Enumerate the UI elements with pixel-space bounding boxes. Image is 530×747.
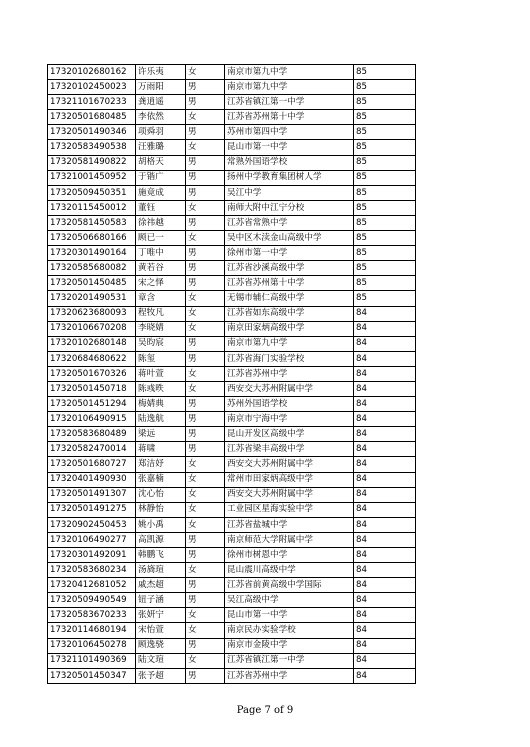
candidate-id-cell: 17320623680093: [48, 306, 136, 321]
score-cell: 85: [354, 231, 416, 246]
school-cell: 南师大附中江宁分校: [225, 200, 354, 215]
school-cell: 江苏省盐城中学: [225, 517, 354, 532]
score-cell: 84: [354, 517, 416, 532]
score-cell: 84: [354, 321, 416, 336]
table-row: [48, 517, 416, 532]
school-cell: 江苏省苏州第十中学: [225, 110, 354, 125]
candidate-id-cell: 17320102680162: [48, 65, 136, 80]
table-row: [48, 472, 416, 487]
table-row: [48, 246, 416, 261]
score-cell: 84: [354, 638, 416, 653]
candidate-id-cell: 17320106670208: [48, 321, 136, 336]
name-cell: 郑洁妤: [136, 457, 186, 472]
name-cell: 陈彧昳: [136, 381, 186, 396]
name-cell: 韩鹏飞: [136, 548, 186, 563]
gender-cell: 女: [186, 291, 225, 306]
candidate-id-cell: 17320201490531: [48, 291, 136, 306]
gender-cell: 女: [186, 65, 225, 80]
score-cell: 85: [354, 276, 416, 291]
name-cell: 张予超: [136, 668, 186, 683]
score-cell: 84: [354, 366, 416, 381]
name-cell: 李晓婧: [136, 321, 186, 336]
table-row: [48, 487, 416, 502]
school-cell: 苏州市第四中学: [225, 125, 354, 140]
table-row: [48, 548, 416, 563]
candidate-id-cell: 17320115450012: [48, 200, 136, 215]
score-cell: 84: [354, 502, 416, 517]
table-row: [48, 321, 416, 336]
table-row: [48, 578, 416, 593]
table-row: [48, 457, 416, 472]
school-cell: 徐州市第一中学: [225, 246, 354, 261]
gender-cell: 男: [186, 593, 225, 608]
candidate-id-cell: 17320501450347: [48, 668, 136, 683]
score-cell: 85: [354, 246, 416, 261]
score-cell: 84: [354, 427, 416, 442]
candidate-id-cell: 17321001450952: [48, 170, 136, 185]
name-cell: 董钰: [136, 200, 186, 215]
table-row: [48, 65, 416, 80]
score-cell: 85: [354, 125, 416, 140]
candidate-id-cell: 17320102450023: [48, 80, 136, 95]
school-cell: 吴中区木渎金山高级中学: [225, 231, 354, 246]
candidate-id-cell: 17320106450278: [48, 638, 136, 653]
school-cell: 南京市第九中学: [225, 336, 354, 351]
table-row: [48, 291, 416, 306]
score-cell: 84: [354, 306, 416, 321]
gender-cell: 女: [186, 563, 225, 578]
school-cell: 南京市宁海中学: [225, 412, 354, 427]
school-cell: 江苏省沙溪高级中学: [225, 261, 354, 276]
name-cell: 蒋啸: [136, 442, 186, 457]
candidate-id-cell: 17320102680148: [48, 336, 136, 351]
table-row: [48, 593, 416, 608]
score-cell: 84: [354, 548, 416, 563]
score-cell: 84: [354, 442, 416, 457]
table-row: [48, 140, 416, 155]
name-cell: 张嘉楠: [136, 472, 186, 487]
score-table-body: [48, 65, 416, 684]
score-cell: 84: [354, 608, 416, 623]
school-cell: 江苏省镇江第一中学: [225, 95, 354, 110]
gender-cell: 女: [186, 487, 225, 502]
score-cell: 84: [354, 336, 416, 351]
score-cell: 85: [354, 291, 416, 306]
name-cell: 汪雅璐: [136, 140, 186, 155]
score-cell: 85: [354, 110, 416, 125]
score-cell: 85: [354, 140, 416, 155]
name-cell: 陆逸航: [136, 412, 186, 427]
score-cell: 84: [354, 397, 416, 412]
candidate-id-cell: 17320509490549: [48, 593, 136, 608]
name-cell: 章含: [136, 291, 186, 306]
name-cell: 龚逍遥: [136, 95, 186, 110]
name-cell: 陈玺: [136, 351, 186, 366]
candidate-id-cell: 17320581450583: [48, 215, 136, 230]
gender-cell: 男: [186, 261, 225, 276]
gender-cell: 男: [186, 532, 225, 547]
gender-cell: 男: [186, 442, 225, 457]
score-cell: 84: [354, 578, 416, 593]
candidate-id-cell: 17320106490915: [48, 412, 136, 427]
table-row: [48, 215, 416, 230]
school-cell: 昆山开发区高级中学: [225, 427, 354, 442]
gender-cell: 男: [186, 397, 225, 412]
candidate-id-cell: 17320501450485: [48, 276, 136, 291]
name-cell: 戚杰超: [136, 578, 186, 593]
name-cell: 蒋叶萱: [136, 366, 186, 381]
gender-cell: 女: [186, 366, 225, 381]
candidate-id-cell: 17320301492091: [48, 548, 136, 563]
gender-cell: 女: [186, 381, 225, 396]
table-row: [48, 668, 416, 683]
table-row: [48, 563, 416, 578]
school-cell: 南京市第九中学: [225, 65, 354, 80]
candidate-id-cell: 17320501450718: [48, 381, 136, 396]
table-row: [48, 366, 416, 381]
table-row: [48, 638, 416, 653]
school-cell: 南京市金陵中学: [225, 638, 354, 653]
candidate-id-cell: 17320501491307: [48, 487, 136, 502]
name-cell: 李依然: [136, 110, 186, 125]
table-row: [48, 351, 416, 366]
name-cell: 程牧凡: [136, 306, 186, 321]
school-cell: 江苏省苏州中学: [225, 366, 354, 381]
gender-cell: 女: [186, 306, 225, 321]
score-cell: 84: [354, 487, 416, 502]
table-row: [48, 200, 416, 215]
name-cell: 万雨阳: [136, 80, 186, 95]
gender-cell: 女: [186, 472, 225, 487]
school-cell: 扬州中学教育集团树人学: [225, 170, 354, 185]
candidate-id-cell: 17320412681052: [48, 578, 136, 593]
score-cell: 84: [354, 593, 416, 608]
candidate-id-cell: 17320583670233: [48, 608, 136, 623]
name-cell: 高凯源: [136, 532, 186, 547]
name-cell: 沈心怡: [136, 487, 186, 502]
gender-cell: 男: [186, 427, 225, 442]
table-row: [48, 608, 416, 623]
school-cell: 昆山市第一中学: [225, 608, 354, 623]
gender-cell: 男: [186, 276, 225, 291]
gender-cell: 男: [186, 638, 225, 653]
candidate-id-cell: 17320501680485: [48, 110, 136, 125]
gender-cell: 男: [186, 170, 225, 185]
score-cell: 84: [354, 563, 416, 578]
candidate-id-cell: 17320114680194: [48, 623, 136, 638]
gender-cell: 男: [186, 246, 225, 261]
score-cell: 84: [354, 472, 416, 487]
score-cell: 84: [354, 653, 416, 668]
table-row: [48, 427, 416, 442]
score-cell: 84: [354, 381, 416, 396]
table-row: [48, 125, 416, 140]
page-footer: Page 7 of 9: [236, 705, 294, 716]
school-cell: 昆山市第一中学: [225, 140, 354, 155]
name-cell: 施竟成: [136, 185, 186, 200]
name-cell: 徐祎越: [136, 215, 186, 230]
gender-cell: 女: [186, 653, 225, 668]
candidate-id-cell: 17320401490930: [48, 472, 136, 487]
gender-cell: 女: [186, 140, 225, 155]
candidate-id-cell: 17320501491275: [48, 502, 136, 517]
candidate-id-cell: 17320301490164: [48, 246, 136, 261]
school-cell: 江苏省苏州中学: [225, 668, 354, 683]
score-cell: 84: [354, 623, 416, 638]
name-cell: 汤旖瑄: [136, 563, 186, 578]
candidate-id-cell: 17321101490369: [48, 653, 136, 668]
table-row: [48, 381, 416, 396]
table-row: [48, 231, 416, 246]
school-cell: 江苏省如东高级中学: [225, 306, 354, 321]
score-cell: 85: [354, 185, 416, 200]
score-cell: 85: [354, 170, 416, 185]
candidate-id-cell: 17320585680082: [48, 261, 136, 276]
score-cell: 85: [354, 200, 416, 215]
gender-cell: 女: [186, 321, 225, 336]
gender-cell: 男: [186, 155, 225, 170]
name-cell: 钮子涵: [136, 593, 186, 608]
candidate-id-cell: 17320583680489: [48, 427, 136, 442]
gender-cell: 女: [186, 502, 225, 517]
name-cell: 张妍宁: [136, 608, 186, 623]
table-row: [48, 306, 416, 321]
school-cell: 江苏省镇江第一中学: [225, 653, 354, 668]
table-row: [48, 502, 416, 517]
table-row: [48, 110, 416, 125]
school-cell: 江苏省常熟中学: [225, 215, 354, 230]
name-cell: 林静怡: [136, 502, 186, 517]
table-row: [48, 336, 416, 351]
score-cell: 85: [354, 215, 416, 230]
name-cell: 顾逸骁: [136, 638, 186, 653]
candidate-id-cell: 17320583680234: [48, 563, 136, 578]
candidate-id-cell: 17320684680622: [48, 351, 136, 366]
gender-cell: 男: [186, 185, 225, 200]
name-cell: 许乐夷: [136, 65, 186, 80]
score-cell: 85: [354, 65, 416, 80]
candidate-id-cell: 17320902450453: [48, 517, 136, 532]
table-row: [48, 653, 416, 668]
gender-cell: 男: [186, 80, 225, 95]
table-row: [48, 155, 416, 170]
score-cell: 84: [354, 668, 416, 683]
score-cell: 85: [354, 261, 416, 276]
candidate-id-cell: 17320506680166: [48, 231, 136, 246]
gender-cell: 男: [186, 336, 225, 351]
school-cell: 南京民办实验学校: [225, 623, 354, 638]
name-cell: 梁远: [136, 427, 186, 442]
name-cell: 黄若谷: [136, 261, 186, 276]
score-cell: 84: [354, 412, 416, 427]
candidate-id-cell: 17320582470014: [48, 442, 136, 457]
name-cell: 陆文瑄: [136, 653, 186, 668]
name-cell: 于锴广: [136, 170, 186, 185]
score-cell: 84: [354, 457, 416, 472]
candidate-id-cell: 17321101670233: [48, 95, 136, 110]
school-cell: 江苏省前黄高级中学国际: [225, 578, 354, 593]
table-row: [48, 397, 416, 412]
score-cell: 85: [354, 80, 416, 95]
candidate-id-cell: 17320509450351: [48, 185, 136, 200]
gender-cell: 男: [186, 578, 225, 593]
gender-cell: 男: [186, 412, 225, 427]
table-row: [48, 261, 416, 276]
score-cell: 85: [354, 95, 416, 110]
name-cell: 胡格天: [136, 155, 186, 170]
score-cell: 84: [354, 351, 416, 366]
gender-cell: 女: [186, 457, 225, 472]
gender-cell: 女: [186, 110, 225, 125]
school-cell: 昆山震川高级中学: [225, 563, 354, 578]
gender-cell: 女: [186, 200, 225, 215]
table-row: [48, 276, 416, 291]
score-table: [47, 64, 416, 684]
school-cell: 常州市田家炳高级中学: [225, 472, 354, 487]
gender-cell: 男: [186, 125, 225, 140]
school-cell: 徐州市树恩中学: [225, 548, 354, 563]
school-cell: 西安交大苏州附属中学: [225, 381, 354, 396]
table-row: [48, 412, 416, 427]
school-cell: 西安交大苏州附属中学: [225, 457, 354, 472]
school-cell: 吴江中学: [225, 185, 354, 200]
school-cell: 江苏省梁丰高级中学: [225, 442, 354, 457]
name-cell: 吴昀宸: [136, 336, 186, 351]
school-cell: 南京市第九中学: [225, 80, 354, 95]
gender-cell: 男: [186, 351, 225, 366]
gender-cell: 女: [186, 231, 225, 246]
table-row: [48, 623, 416, 638]
school-cell: 江苏省海门实验学校: [225, 351, 354, 366]
candidate-id-cell: 17320501680727: [48, 457, 136, 472]
gender-cell: 男: [186, 548, 225, 563]
gender-cell: 男: [186, 95, 225, 110]
table-row: [48, 80, 416, 95]
school-cell: 苏州外国语学校: [225, 397, 354, 412]
score-cell: 85: [354, 155, 416, 170]
candidate-id-cell: 17320581490822: [48, 155, 136, 170]
candidate-id-cell: 17320106490277: [48, 532, 136, 547]
table-row: [48, 185, 416, 200]
school-cell: 常熟外国语学校: [225, 155, 354, 170]
gender-cell: 女: [186, 517, 225, 532]
gender-cell: 男: [186, 668, 225, 683]
name-cell: 项舜羽: [136, 125, 186, 140]
name-cell: 丁唯中: [136, 246, 186, 261]
table-row: [48, 170, 416, 185]
school-cell: 南京师范大学附属中学: [225, 532, 354, 547]
school-cell: 西安交大苏州附属中学: [225, 487, 354, 502]
candidate-id-cell: 17320583490538: [48, 140, 136, 155]
name-cell: 梅婧典: [136, 397, 186, 412]
school-cell: 吴江高级中学: [225, 593, 354, 608]
gender-cell: 女: [186, 608, 225, 623]
school-cell: 无锡市辅仁高级中学: [225, 291, 354, 306]
name-cell: 宋怡萱: [136, 623, 186, 638]
name-cell: 姚小禹: [136, 517, 186, 532]
gender-cell: 男: [186, 215, 225, 230]
gender-cell: 女: [186, 623, 225, 638]
table-row: [48, 95, 416, 110]
school-cell: 工业园区星海实验中学: [225, 502, 354, 517]
table-row: [48, 532, 416, 547]
candidate-id-cell: 17320501670326: [48, 366, 136, 381]
name-cell: 宋之怿: [136, 276, 186, 291]
name-cell: 顾已一: [136, 231, 186, 246]
school-cell: 南京田家炳高级中学: [225, 321, 354, 336]
table-row: [48, 442, 416, 457]
candidate-id-cell: 17320501490346: [48, 125, 136, 140]
school-cell: 江苏省苏州第十中学: [225, 276, 354, 291]
score-cell: 84: [354, 532, 416, 547]
candidate-id-cell: 17320501451294: [48, 397, 136, 412]
